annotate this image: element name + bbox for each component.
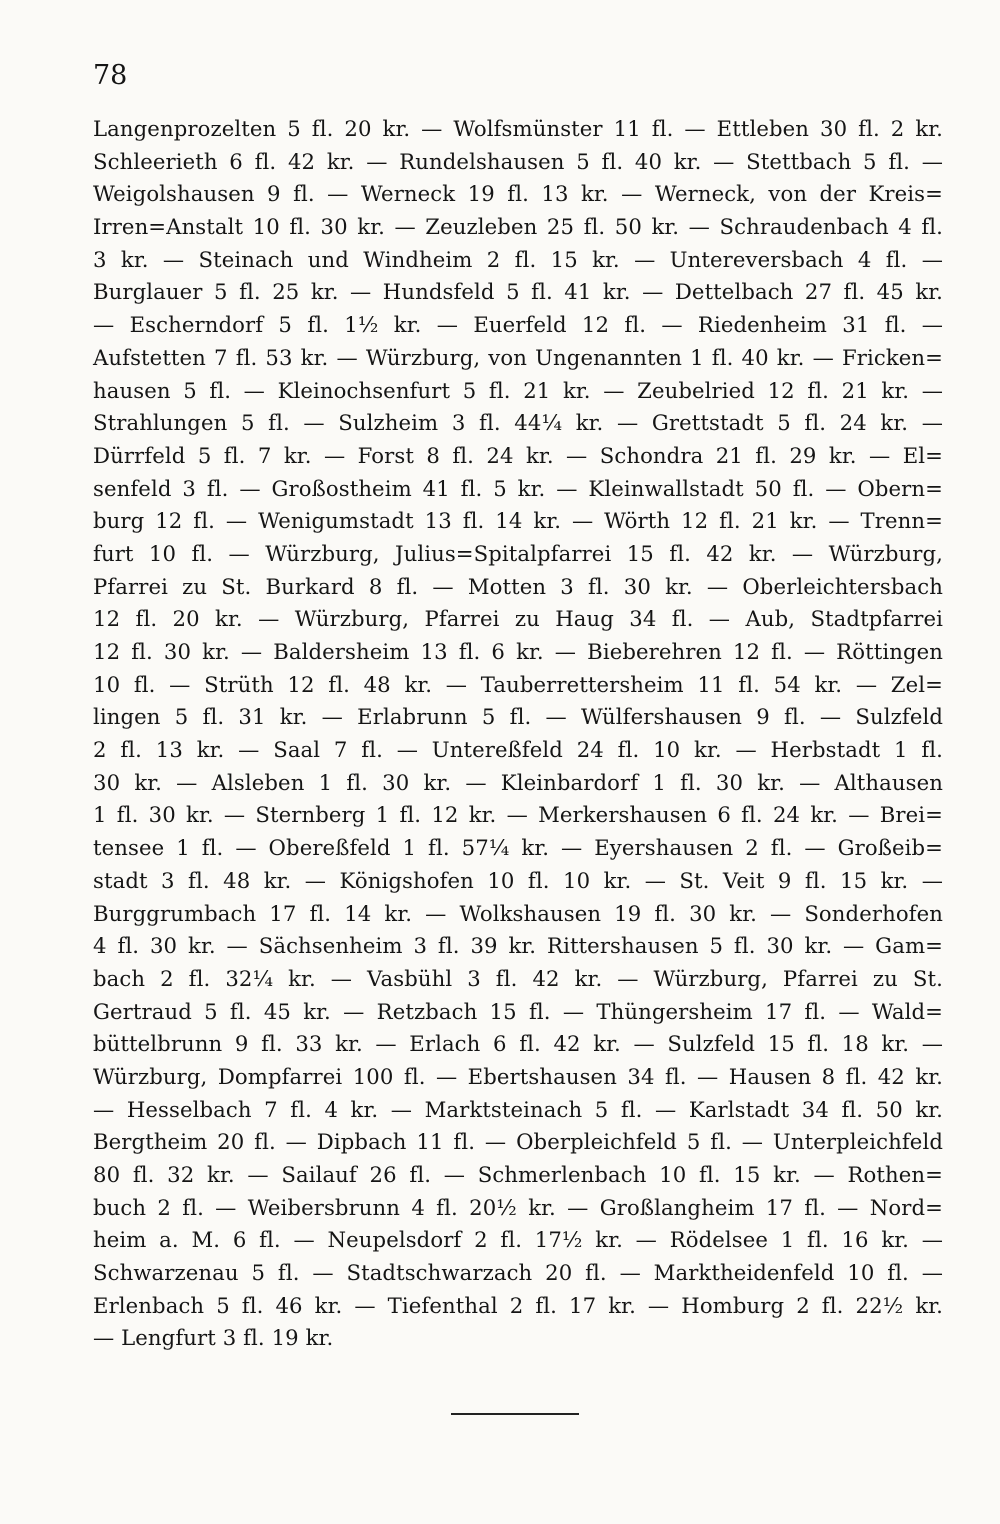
text-line: heim a. M. 6 fl. — Neupelsdorf 2 fl. 17½ kr. — Rödelsee 1 fl. 16 kr. — bbox=[93, 1227, 943, 1253]
text-line: Weigolshausen 9 fl. — Werneck 19 fl. 13 kr. — Werneck, von der Kreis= bbox=[93, 181, 943, 207]
text-line: — Hesselbach 7 fl. 4 kr. — Marktsteinach 5 fl. — Karlstadt 34 fl. 50 kr. bbox=[93, 1096, 943, 1122]
text-line: Bergtheim 20 fl. — Dipbach 11 fl. — Oberpleichfeld 5 fl. — Unterpleichfeld bbox=[93, 1129, 943, 1155]
text-line: 4 fl. 30 kr. — Sächsenheim 3 fl. 39 kr. Rittershausen 5 fl. 30 kr. — Gam= bbox=[93, 933, 943, 959]
text-line: 12 fl. 20 kr. — Würzburg, Pfarrei zu Haug 34 fl. — Aub, Stadtpfarrei bbox=[93, 606, 943, 632]
text-line: Schwarzenau 5 fl. — Stadtschwarzach 20 fl. — Marktheidenfeld 10 fl. — bbox=[93, 1260, 943, 1286]
text-line: Gertraud 5 fl. 45 kr. — Retzbach 15 fl. — Thüngersheim 17 fl. — Wald= bbox=[93, 998, 943, 1024]
text-line-last: — Lengfurt 3 fl. 19 kr. bbox=[93, 1325, 334, 1351]
text-line: Dürrfeld 5 fl. 7 kr. — Forst 8 fl. 24 kr. — Schondra 21 fl. 29 kr. — El= bbox=[93, 442, 943, 468]
text-line: büttelbrunn 9 fl. 33 kr. — Erlach 6 fl. 42 kr. — Sulzfeld 15 fl. 18 kr. — bbox=[93, 1031, 943, 1057]
text-line: — Escherndorf 5 fl. 1½ kr. — Euerfeld 12 fl. — Riedenheim 31 fl. — bbox=[93, 312, 943, 338]
text-line: burg 12 fl. — Wenigumstadt 13 fl. 14 kr. — Wörth 12 fl. 21 kr. — Trenn= bbox=[93, 508, 943, 534]
text-line: 80 fl. 32 kr. — Sailauf 26 fl. — Schmerlenbach 10 fl. 15 kr. — Rothen= bbox=[93, 1162, 943, 1187]
text-line: 12 fl. 30 kr. — Baldersheim 13 fl. 6 kr. — Bieberehren 12 fl. — Röttingen bbox=[93, 639, 943, 664]
text-line: Langenprozelten 5 fl. 20 kr. — Wolfsmünster 11 fl. — Ettleben 30 fl. 2 kr. bbox=[93, 116, 943, 141]
text-line: 30 kr. — Alsleben 1 fl. 30 kr. — Kleinbardorf 1 fl. 30 kr. — Althausen bbox=[93, 769, 943, 795]
text-line: lingen 5 fl. 31 kr. — Erlabrunn 5 fl. — Wülfershausen 9 fl. — Sulzfeld bbox=[93, 704, 943, 730]
text-line: bach 2 fl. 32¼ kr. — Vasbühl 3 fl. 42 kr. — Würzburg, Pfarrei zu St. bbox=[93, 965, 943, 991]
text-line: Irren=Anstalt 10 fl. 30 kr. — Zeuzleben 25 fl. 50 kr. — Schraudenbach 4 fl. bbox=[93, 214, 943, 240]
text-line: tensee 1 fl. — Obereßfeld 1 fl. 57¼ kr. — Eyershausen 2 fl. — Großeib= bbox=[93, 835, 943, 861]
text-line: Würzburg, Dompfarrei 100 fl. — Ebertshausen 34 fl. — Hausen 8 fl. 42 kr. bbox=[93, 1063, 943, 1089]
text-line: Strahlungen 5 fl. — Sulzheim 3 fl. 44¼ kr. — Grettstadt 5 fl. 24 kr. — bbox=[93, 410, 943, 436]
text-line: 1 fl. 30 kr. — Sternberg 1 fl. 12 kr. — Merkershausen 6 fl. 24 kr. — Brei= bbox=[93, 802, 943, 828]
text-line: hausen 5 fl. — Kleinochsenfurt 5 fl. 21 kr. — Zeubelried 12 fl. 21 kr. — bbox=[93, 377, 943, 403]
closing-divider bbox=[451, 1413, 579, 1415]
text-line: Pfarrei zu St. Burkard 8 fl. — Motten 3 fl. 30 kr. — Oberleichtersbach bbox=[93, 573, 943, 599]
text-line: 2 fl. 13 kr. — Saal 7 fl. — Untereßfeld 24 fl. 10 kr. — Herbstadt 1 fl. bbox=[93, 737, 943, 763]
page-number: 78 bbox=[93, 60, 128, 91]
text-line: senfeld 3 fl. — Großostheim 41 fl. 5 kr. — Kleinwallstadt 50 fl. — Obern= bbox=[93, 475, 943, 501]
text-line: 10 fl. — Strüth 12 fl. 48 kr. — Tauberrettersheim 11 fl. 54 kr. — Zel= bbox=[93, 671, 943, 697]
text-line: buch 2 fl. — Weibersbrunn 4 fl. 20½ kr. — Großlangheim 17 fl. — Nord= bbox=[93, 1194, 943, 1220]
text-line: Burglauer 5 fl. 25 kr. — Hundsfeld 5 fl. 41 kr. — Dettelbach 27 fl. 45 kr. bbox=[93, 279, 943, 305]
text-line: Erlenbach 5 fl. 46 kr. — Tiefenthal 2 fl. 17 kr. — Homburg 2 fl. 22½ kr. bbox=[93, 1292, 943, 1318]
donation-list-paragraph bbox=[93, 113, 943, 1355]
text-line: Burggrumbach 17 fl. 14 kr. — Wolkshausen 19 fl. 30 kr. — Sonderhofen bbox=[93, 900, 943, 926]
text-line: stadt 3 fl. 48 kr. — Königshofen 10 fl. 10 kr. — St. Veit 9 fl. 15 kr. — bbox=[93, 867, 943, 893]
text-line: Aufstetten 7 fl. 53 kr. — Würzburg, von Ungenannten 1 fl. 40 kr. — Fricken= bbox=[93, 344, 943, 370]
text-line: 3 kr. — Steinach und Windheim 2 fl. 15 kr. — Untereversbach 4 fl. — bbox=[93, 246, 943, 272]
text-line: Schleerieth 6 fl. 42 kr. — Rundelshausen 5 fl. 40 kr. — Stettbach 5 fl. — bbox=[93, 148, 943, 174]
text-line: furt 10 fl. — Würzburg, Julius=Spitalpfarrei 15 fl. 42 kr. — Würzburg, bbox=[93, 540, 943, 566]
